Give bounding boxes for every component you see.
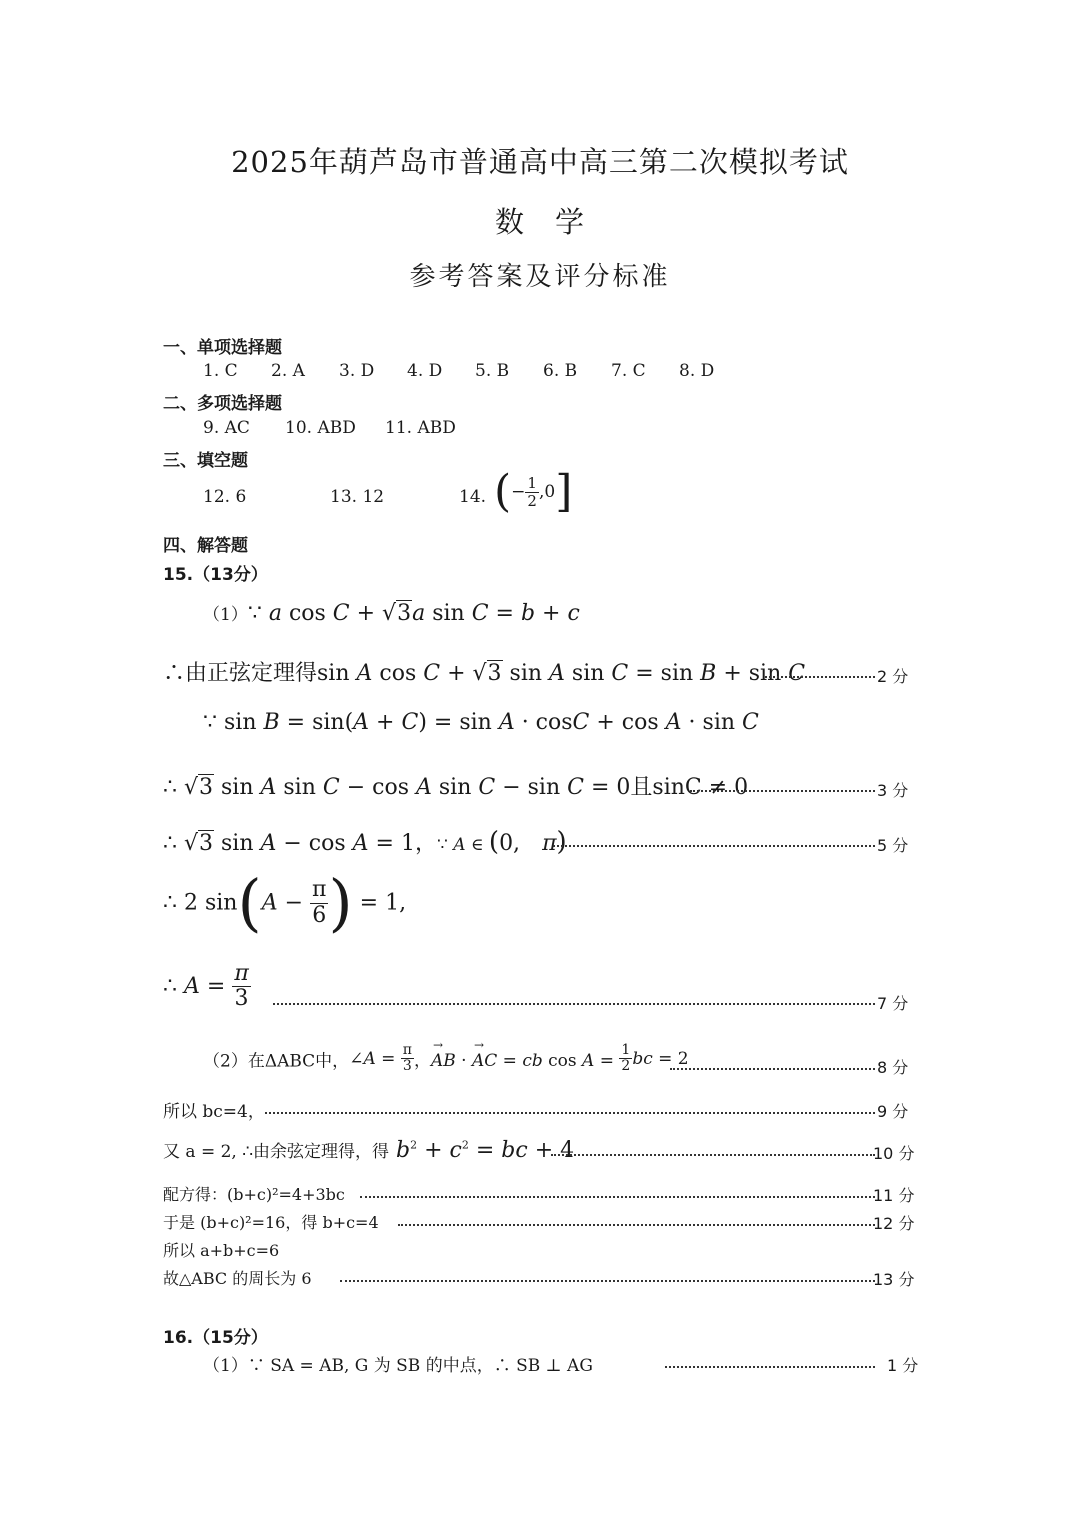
score-leader bbox=[553, 845, 875, 847]
q15-half-numerator: 1 bbox=[621, 1042, 631, 1058]
section-fill-blank-heading: 三、填空题 bbox=[163, 451, 248, 471]
answer-10: 10. ABD bbox=[285, 418, 356, 438]
q15-sum-line: 于是 (b+c)²=16，得 b+c=4 bbox=[163, 1213, 379, 1232]
q16-part1-line: （1）∵ SA = AB, G 为 SB 的中点，∴ SB ⊥ AG bbox=[203, 1356, 593, 1376]
q15-sine-law-text: ∴由正弦定理得 bbox=[163, 661, 318, 686]
score-9: 9 分 bbox=[877, 1102, 909, 1121]
score-leader bbox=[398, 1224, 875, 1226]
multiple-choice-answers bbox=[203, 418, 456, 438]
score-5: 5 分 bbox=[877, 836, 909, 855]
score-leader bbox=[670, 1068, 875, 1070]
q15-sin-shift-line: ∴ 2 sin(A − $\frac{\pi}{6}$ ) = 1, bbox=[163, 866, 407, 939]
score-3: 3 分 bbox=[877, 781, 909, 800]
question-16-heading: 16.（15分） bbox=[163, 1328, 268, 1348]
answer-14-numerator: 1 bbox=[527, 474, 537, 492]
section-solution-heading: 四、解答题 bbox=[163, 536, 248, 556]
score-leader bbox=[665, 1366, 875, 1368]
answer-8: 8. D bbox=[679, 361, 715, 381]
section-multiple-choice-heading: 二、多项选择题 bbox=[163, 394, 282, 414]
q15-cosine-law-line: 又 a = 2, ∴由余弦定理得，得 $b^2 + c^2$ = bc + 4 bbox=[163, 1138, 575, 1163]
answer-2: 2. A bbox=[271, 361, 305, 381]
q15-perimeter-line: 故△ABC 的周长为 6 bbox=[163, 1269, 312, 1288]
q15-sinB-line: ∵ sin B = sin(A + C) = sin A · cosC + cos A · sin C bbox=[203, 710, 759, 735]
answer-3: 3. D bbox=[339, 361, 375, 381]
score-7: 7 分 bbox=[877, 994, 909, 1013]
subject-title: 数 学 bbox=[494, 205, 585, 239]
answer-key-subtitle: 参考答案及评分标准 bbox=[409, 262, 671, 292]
answer-11: 11. ABD bbox=[385, 418, 456, 438]
q15-result-denominator: 3 bbox=[234, 986, 249, 1012]
q15-perimeter-sum-line: 所以 a+b+c=6 bbox=[163, 1241, 280, 1260]
q15-part1-given: （1）∵ a cos C + √3a sin C = b + c bbox=[203, 601, 580, 626]
q15-part2-line: （2）在ΔABC中，∠A = $\frac{\pi}{3}$ ，→ AB · → AC = cb cos A = $\frac{1}{2}$ bc = 2 bbox=[203, 1043, 689, 1075]
answer-14-label: 14. bbox=[459, 487, 487, 507]
answer-7: 7. C bbox=[611, 361, 646, 381]
answer-5: 5. B bbox=[475, 361, 510, 381]
score-leader bbox=[765, 676, 875, 678]
q15-cosine-law-text: 又 a = 2, ∴由余弦定理得，得 bbox=[163, 1142, 390, 1162]
answer-13: 13. 12 bbox=[330, 487, 385, 507]
exam-title: 2025年葫芦岛市普通高中高三第二次模拟考试 bbox=[231, 145, 849, 179]
q15-sine-law-line: ∴由正弦定理得sin A cos C + √3 sin A sin C = sin B + sin C bbox=[163, 661, 806, 686]
question-15-heading: 15.（13分） bbox=[163, 565, 268, 585]
q15-tan-line: ∴ √3 sin A − cos A = 1，∵ A ∈ (0, π) bbox=[163, 827, 567, 857]
q15-half-denominator: 2 bbox=[621, 1058, 631, 1075]
section-single-choice-heading: 一、单项选择题 bbox=[163, 338, 282, 358]
q15-result-numerator: π bbox=[234, 961, 249, 986]
score-10: 10 分 bbox=[873, 1144, 915, 1163]
score-13: 13 分 bbox=[873, 1270, 915, 1289]
score-leader bbox=[273, 1003, 875, 1005]
score-leader bbox=[340, 1280, 875, 1282]
score-leader bbox=[690, 790, 875, 792]
q15-complete-square-line: 配方得：(b+c)²=4+3bc bbox=[163, 1185, 345, 1204]
answer-4: 4. D bbox=[407, 361, 443, 381]
score-12: 12 分 bbox=[873, 1214, 915, 1233]
q15-equation-line: ∴ √3 sin A sin C − cos A sin C − sin C = 0且sinC ≠ 0 bbox=[163, 775, 749, 800]
score-8: 8 分 bbox=[877, 1058, 909, 1077]
answer-9: 9. AC bbox=[203, 418, 250, 438]
answer-12: 12. 6 bbox=[203, 487, 247, 507]
q15-part2-label: （2）在ΔABC中， bbox=[203, 1051, 350, 1072]
q15-part2-angle-denominator: 3 bbox=[402, 1058, 412, 1075]
q15-part1-label: （1） bbox=[203, 605, 248, 625]
single-choice-answers bbox=[203, 361, 714, 381]
score-leader bbox=[265, 1112, 875, 1114]
score-leader bbox=[551, 1154, 875, 1156]
answer-6: 6. B bbox=[543, 361, 578, 381]
score-1: 1 分 bbox=[887, 1356, 919, 1375]
q15-bc-line: 所以 bc=4， bbox=[163, 1102, 265, 1122]
q15-condition-text: 且sinC ≠ 0 bbox=[630, 775, 749, 800]
q15-result-A: ∴ A = $\frac{\pi}{3}$ bbox=[163, 961, 249, 1012]
answer-14-denominator: 2 bbox=[527, 491, 537, 510]
score-leader bbox=[360, 1196, 875, 1198]
q15-part2-angle-numerator: π bbox=[402, 1042, 412, 1058]
answer-1: 1. C bbox=[203, 361, 238, 381]
answer-14-interval: (− $\frac{1}{2}$ ,0] bbox=[494, 466, 573, 517]
score-2: 2 分 bbox=[877, 667, 909, 686]
score-11: 11 分 bbox=[873, 1186, 915, 1205]
